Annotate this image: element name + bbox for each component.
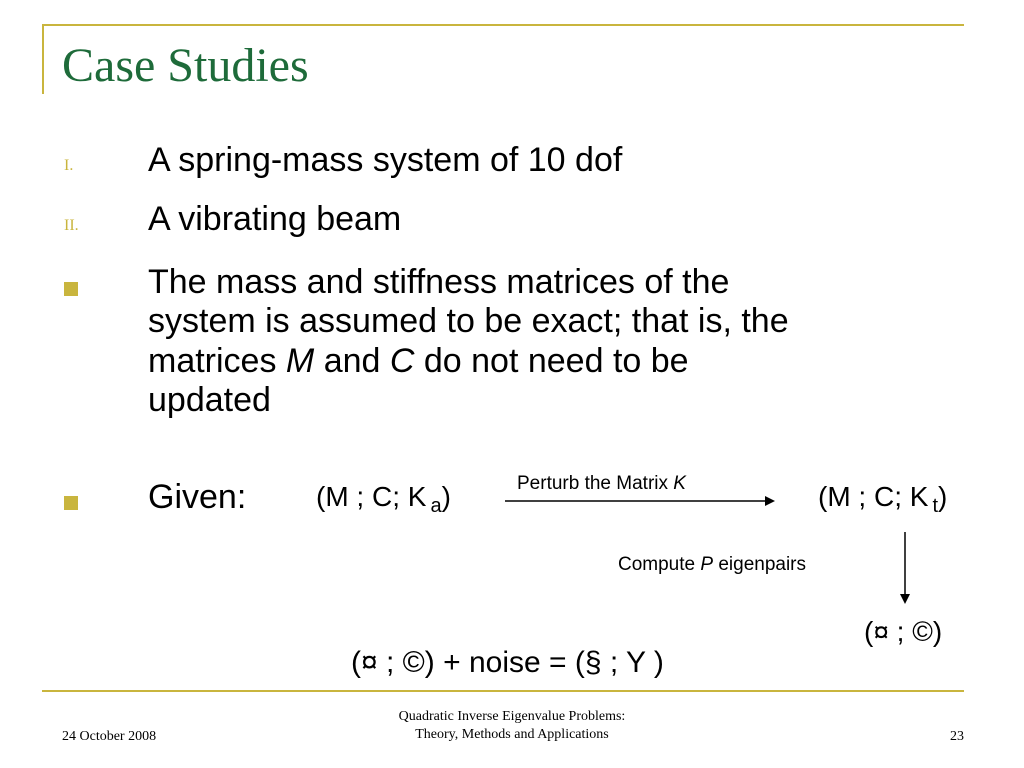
bullet-text-4: Given: [148, 478, 247, 516]
eigenpair-tuple: (¤ ; ©) [864, 616, 943, 647]
perturbed-model-tuple: (M ; C; K $_t$) [818, 481, 948, 517]
bullet-3-line-2: system is assumed to be exact; that is, the [148, 302, 789, 341]
matrix-c: C [389, 341, 415, 380]
initial-model-tuple: (M ; C; K $_a$) [316, 481, 451, 517]
bullet-3-line-4: updated [148, 381, 271, 420]
bullet-text-2: A vibrating beam [148, 200, 402, 238]
slide-title: Case Studies [62, 39, 309, 92]
left-frame-rule [42, 24, 44, 94]
footer-date: 24 October 2008 [62, 729, 157, 744]
roman-marker-1: I. [64, 157, 74, 174]
compute-label: Compute P eigenpairs [618, 554, 807, 575]
bullet-text-1: A spring-mass system of 10 dof [148, 141, 623, 179]
noise-equation: (¤ ; ©) + noise = (§ ; Y ) [351, 646, 664, 679]
footer-rule [42, 690, 964, 692]
matrix-m: M [285, 341, 315, 380]
square-bullet-icon [64, 496, 78, 510]
roman-marker-2: II. [64, 217, 79, 234]
square-bullet-icon [64, 282, 78, 296]
bullet-3-line-1: The mass and stiffness matrices of the [148, 263, 730, 301]
footer-page-number: 23 [950, 729, 964, 744]
down-arrow-icon [898, 532, 912, 604]
perturb-label: Perturb the Matrix K [517, 473, 686, 494]
top-frame-rule [42, 24, 964, 26]
footer-title: Quadratic Inverse Eigenvalue Problems: Theory, Methods and Applications [398, 709, 626, 742]
bullet-3-line-3: matrices M and C do not need to be [148, 341, 689, 380]
bullet-text-3 [148, 263, 789, 421]
right-arrow-icon [505, 494, 775, 508]
